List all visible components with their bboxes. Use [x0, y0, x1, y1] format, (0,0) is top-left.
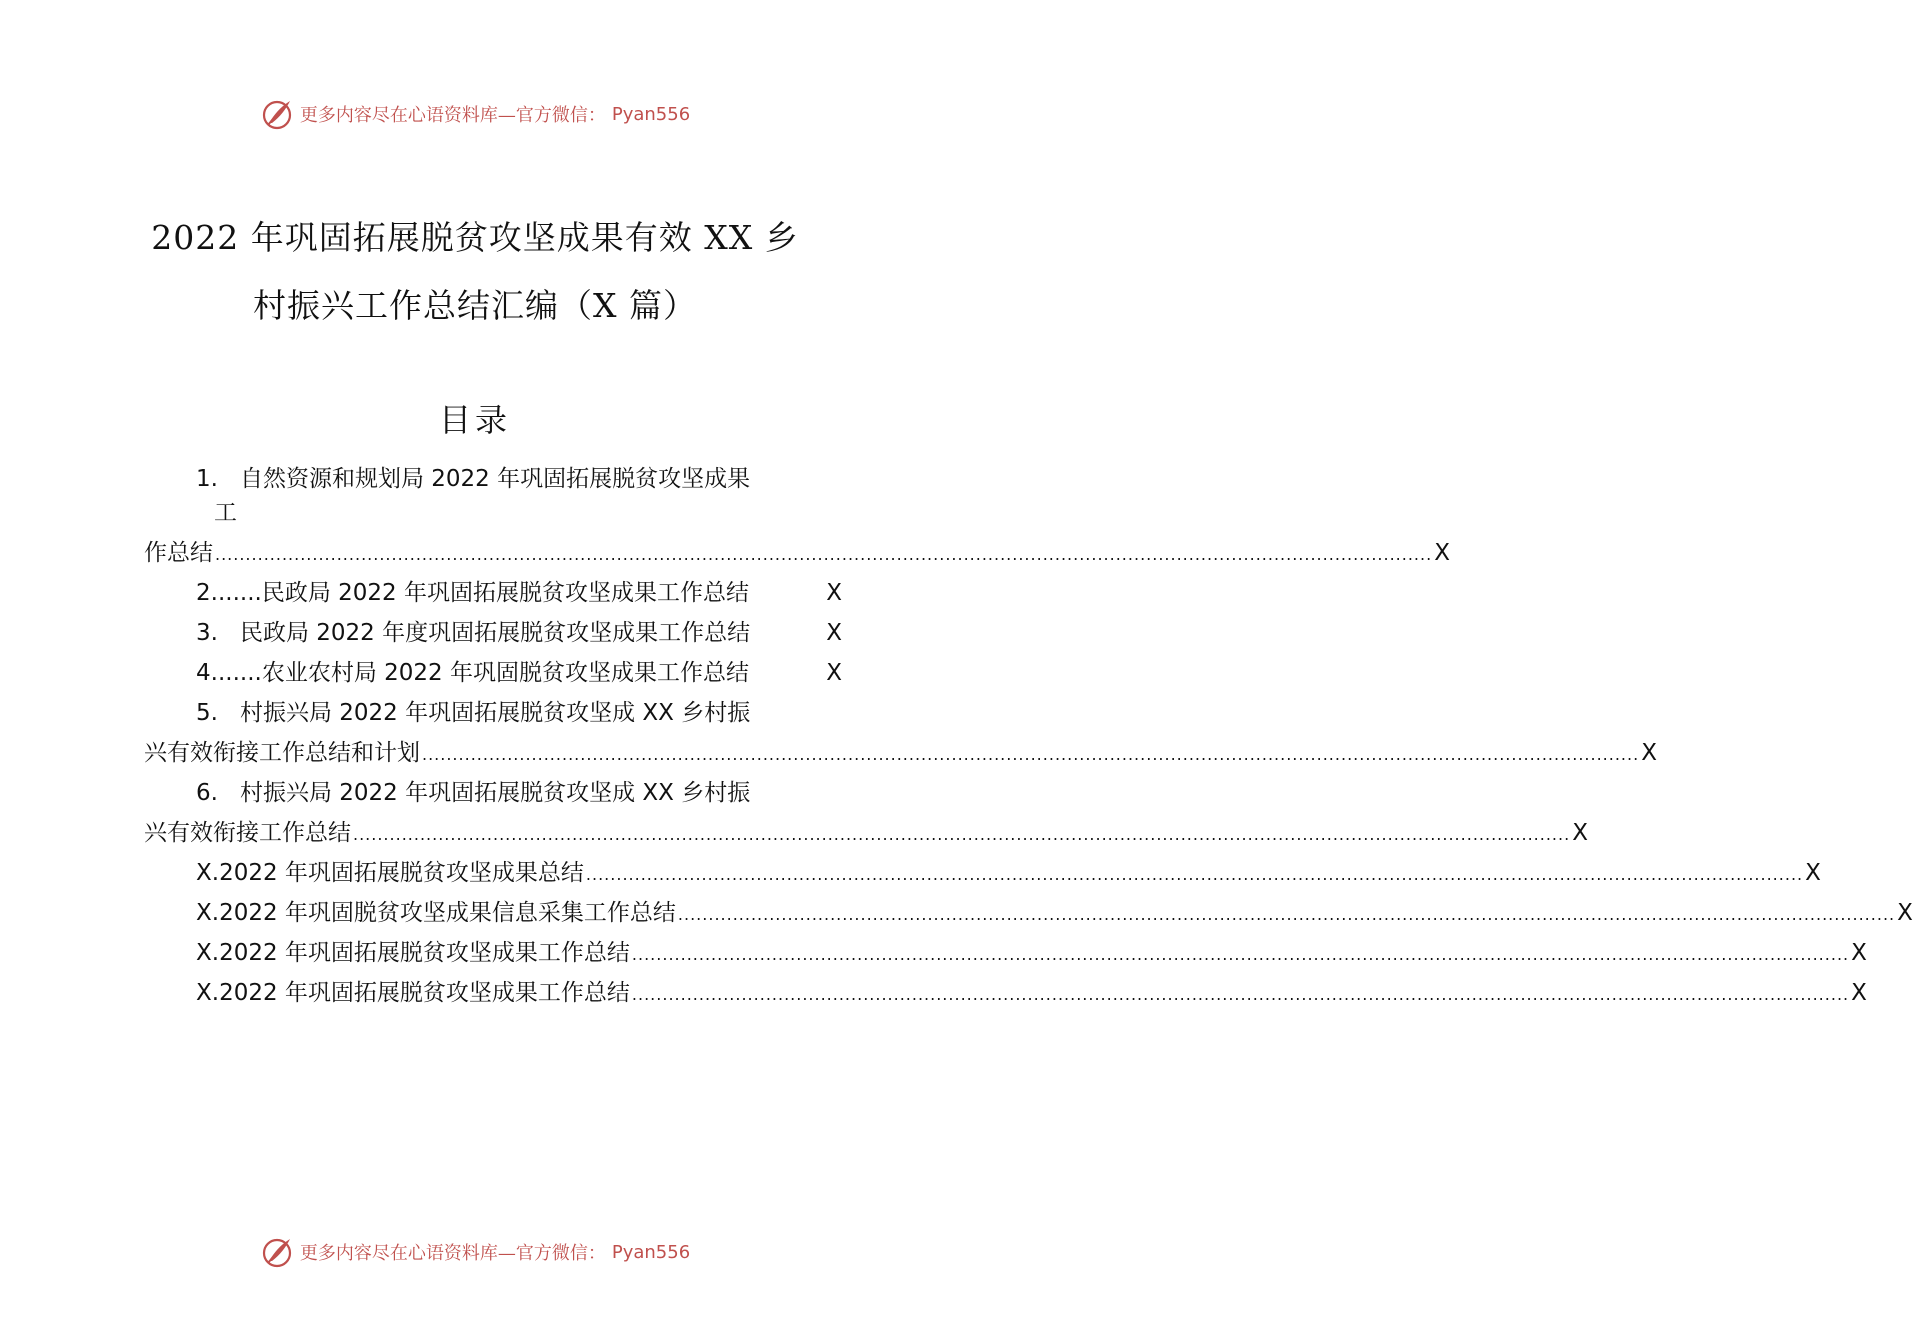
toc-entry-text: 村振兴局 2022 年巩固拓展脱贫攻坚成 XX 乡村振 — [239, 780, 751, 806]
watermark-text: 更多内容尽在心语资料库—官方微信： — [299, 1243, 606, 1264]
toc-entry-1-line-3[interactable] — [144, 536, 1450, 570]
quill-logo-icon — [260, 1235, 294, 1269]
toc-heading: 目录 — [438, 401, 511, 439]
watermark-wechat-id: Pyan556 — [611, 103, 691, 125]
toc-leader-dots: ........................................................................................................................................................................................................ — [215, 545, 1433, 564]
toc-entry-page: X — [1572, 820, 1588, 846]
toc-entry-text: 作总结 — [144, 540, 213, 566]
toc-entry-text: 农业农村局 2022 年巩固脱贫攻坚成果工作总结 — [261, 660, 749, 686]
toc-entry-10[interactable] — [196, 976, 1867, 1010]
footer-watermark — [0, 1232, 950, 1272]
watermark-text: 更多内容尽在心语资料库—官方微信： — [299, 105, 606, 126]
toc-leader-dots: ........................................................................................................................................................................................................ — [422, 745, 1640, 764]
toc-entry-5-line-1[interactable] — [196, 696, 750, 730]
header-watermark — [0, 94, 950, 134]
toc-entry-page: X — [1897, 900, 1913, 926]
toc-entry-text: 民政局 2022 年巩固拓展脱贫攻坚成果工作总结 — [261, 580, 749, 606]
document-title-line-2: 村振兴工作总结汇编（X 篇） — [253, 286, 697, 325]
toc-entry-text: X.2022 年巩固脱贫攻坚成果信息采集工作总结 — [196, 900, 676, 926]
toc-entry-number: 2....... — [196, 580, 262, 606]
toc-leader-dots: ........................................................................................................................................................................................................ — [677, 905, 1896, 924]
toc-entry-number: 4....... — [196, 660, 262, 686]
toc-entry-text: X.2022 年巩固拓展脱贫攻坚成果工作总结 — [196, 980, 630, 1006]
toc-entry-page: X — [1434, 540, 1450, 566]
toc-entry-text: 兴有效衔接工作总结 — [144, 820, 351, 846]
toc-entry-number: 6. — [196, 780, 218, 806]
toc-entry-2[interactable] — [196, 576, 842, 610]
toc-entry-1-line-2[interactable] — [214, 496, 237, 530]
toc-entry-number: 5. — [196, 700, 218, 726]
toc-entry-8[interactable] — [196, 896, 1913, 930]
toc-entry-9[interactable] — [196, 936, 1867, 970]
toc-entry-text: 工 — [214, 500, 237, 526]
toc-entry-text: 民政局 2022 年度巩固拓展脱贫攻坚成果工作总结 — [239, 620, 751, 646]
toc-leader-dots: ........................................................................................................................................................................................................ — [631, 945, 1850, 964]
toc-entry-page: X — [1851, 980, 1867, 1006]
toc-entry-page: X — [1851, 940, 1867, 966]
toc-entry-page: X — [1641, 740, 1657, 766]
toc-entry-number: 3. — [196, 620, 218, 646]
toc-entry-page: X — [826, 580, 842, 606]
toc-entry-7[interactable] — [196, 856, 1821, 890]
toc-leader-dots: ........................................................................................................................................................................................................ — [585, 865, 1804, 884]
toc-entry-page: X — [826, 620, 842, 646]
toc-leader-dots: ........................................................................................................................................................................................................ — [353, 825, 1571, 844]
toc-entry-text: 兴有效衔接工作总结和计划 — [144, 740, 420, 766]
document-title-line-1: 2022 年巩固拓展脱贫攻坚成果有效 XX 乡 — [151, 218, 799, 257]
toc-entry-text: X.2022 年巩固拓展脱贫攻坚成果工作总结 — [196, 940, 630, 966]
toc-entry-5-line-2[interactable] — [144, 736, 1657, 770]
toc-entry-4[interactable] — [196, 656, 842, 690]
toc-entry-6-line-2[interactable] — [144, 816, 1588, 850]
toc-entry-text: 自然资源和规划局 2022 年巩固拓展脱贫攻坚成果 — [239, 466, 751, 492]
toc-entry-page: X — [1805, 860, 1821, 886]
toc-entry-6-line-1[interactable] — [196, 776, 750, 810]
toc-entry-1-line-1[interactable] — [196, 462, 750, 496]
toc-leader-dots: ........................................................................................................................................................................................................ — [631, 985, 1850, 1004]
toc-entry-page: X — [826, 660, 842, 686]
watermark-wechat-id: Pyan556 — [611, 1241, 691, 1263]
toc-entry-3[interactable] — [196, 616, 842, 650]
quill-logo-icon — [260, 97, 294, 131]
toc-entry-text: X.2022 年巩固拓展脱贫攻坚成果总结 — [196, 860, 584, 886]
toc-entry-text: 村振兴局 2022 年巩固拓展脱贫攻坚成 XX 乡村振 — [239, 700, 751, 726]
toc-entry-number: 1. — [196, 466, 218, 492]
